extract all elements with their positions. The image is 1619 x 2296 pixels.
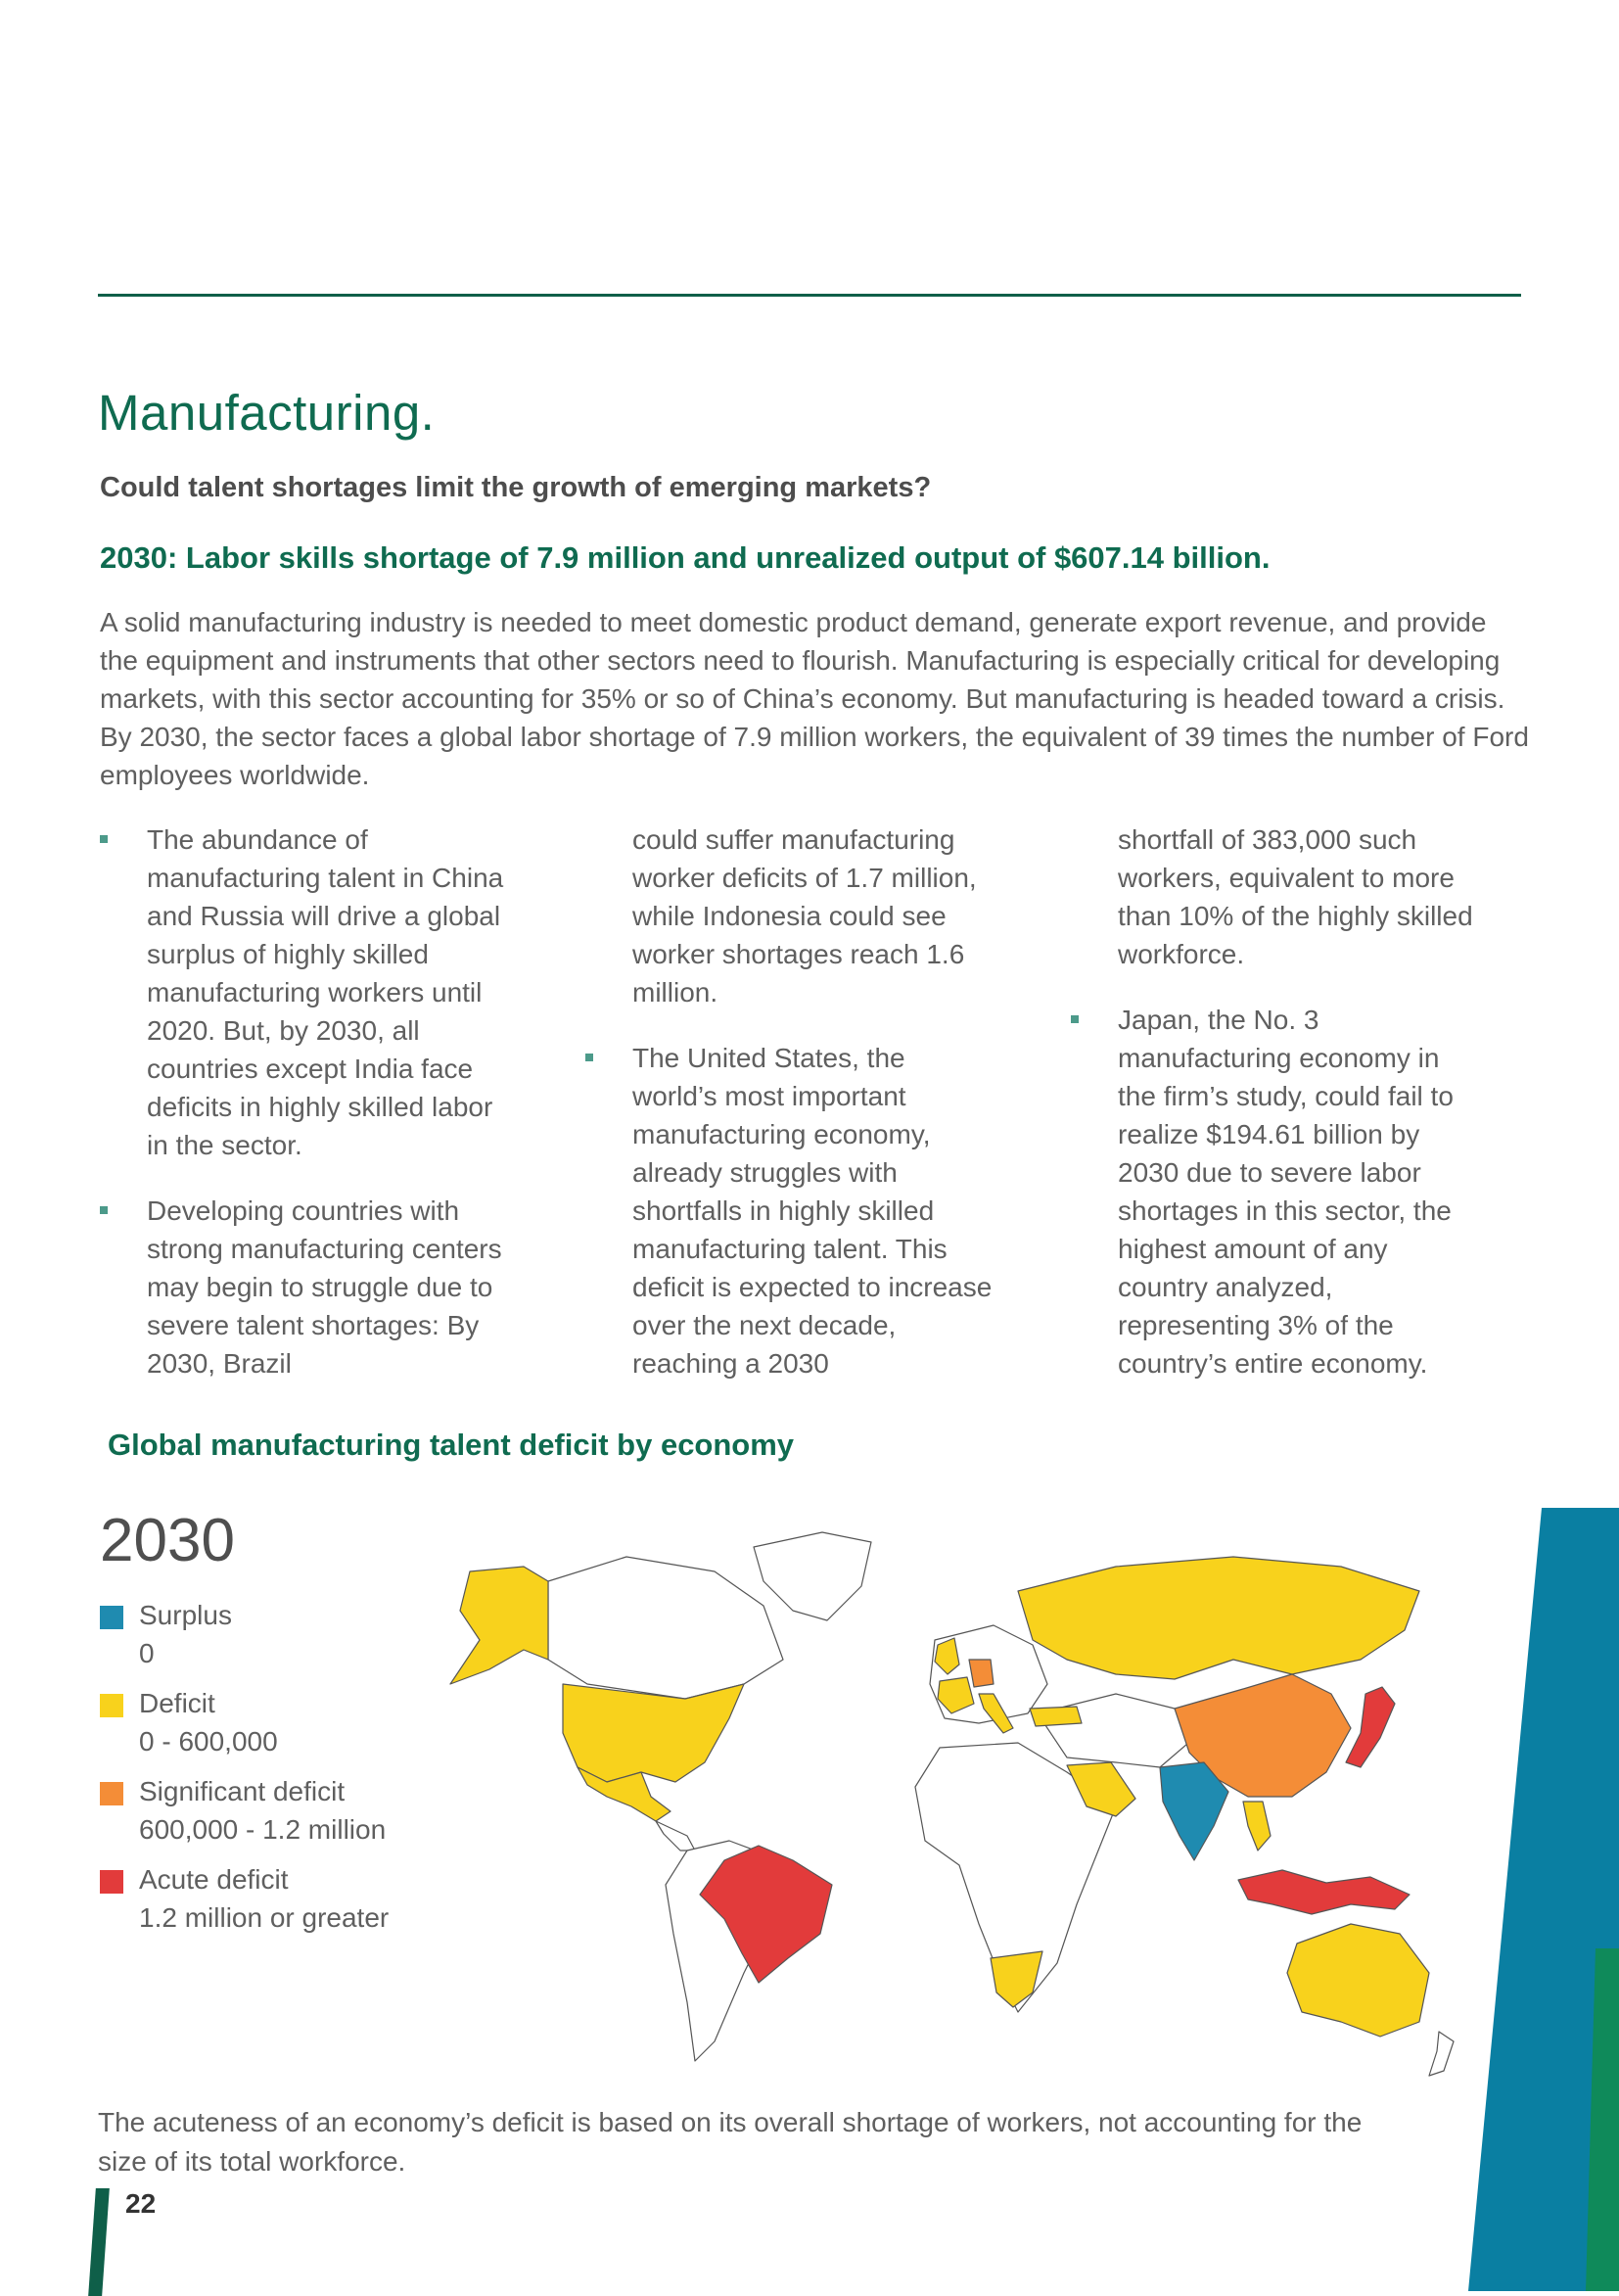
country-indonesia bbox=[1238, 1870, 1410, 1914]
legend-label: Deficit bbox=[139, 1688, 215, 1718]
country-canada bbox=[548, 1557, 783, 1699]
legend-label: Acute deficit bbox=[139, 1864, 289, 1895]
legend-label: Surplus bbox=[139, 1600, 232, 1630]
legend-range: 0 bbox=[139, 1638, 155, 1668]
headline: 2030: Labor skills shortage of 7.9 million and unrealized output of $607.14 billion. bbox=[100, 540, 1271, 575]
map-year: 2030 bbox=[100, 1507, 235, 1574]
map-caption: The acuteness of an economy’s deficit is based on its overall shortage of workers, not accounting for the size of its total workforce. bbox=[98, 2107, 1363, 2177]
country-thailand bbox=[1243, 1802, 1271, 1851]
header-rule bbox=[98, 294, 1521, 297]
legend-label: Significant deficit bbox=[139, 1776, 346, 1806]
bullet-text: The United States, the world’s most important manufacturing economy, already struggles with shortfalls in highly skilled manufacturing talent. This deficit is expected to increase over the next decade, reaching a 2030 bbox=[632, 1043, 993, 1379]
legend-item-surplus bbox=[100, 1596, 389, 1672]
page-number-bar bbox=[88, 2188, 110, 2296]
legend-swatch bbox=[100, 1694, 123, 1717]
bullet-item bbox=[100, 820, 511, 1164]
bullet-item bbox=[100, 1192, 511, 1382]
country-australia bbox=[1287, 1924, 1429, 2037]
map-legend bbox=[100, 1596, 389, 1948]
legend-swatch bbox=[100, 1606, 123, 1629]
intro-paragraph: A solid manufacturing industry is needed to meet domestic product demand, generate export revenue, and provide the equipment and instruments that other sectors need to flourish. Manufacturing is especially critical for developing markets, with this sector accounting for 35% or so of China’s economy. But manufacturing is headed toward a crisis. By 2030, the sector faces a global labor shortage of 7.9 million workers, the equivalent of 39 times the number of Ford employees worldwide. bbox=[100, 607, 1529, 790]
page-number: 22 bbox=[125, 2188, 157, 2219]
country-turkey bbox=[1030, 1707, 1082, 1726]
paragraph-text: shortfall of 383,000 such workers, equivalent to more than 10% of the highly skilled workforce. bbox=[1118, 824, 1473, 969]
legend-swatch bbox=[100, 1870, 123, 1894]
text-column-3 bbox=[1071, 820, 1482, 1410]
section-title: Manufacturing. bbox=[98, 385, 436, 441]
bullet-square-icon bbox=[100, 835, 108, 843]
legend-item-acute-deficit bbox=[100, 1860, 389, 1937]
legend-range: 1.2 million or greater bbox=[139, 1902, 390, 1933]
world-map bbox=[431, 1513, 1468, 2100]
country-central-america bbox=[656, 1821, 695, 1851]
legend-item-deficit bbox=[100, 1684, 389, 1760]
country-russia bbox=[1018, 1557, 1419, 1679]
section-question: Could talent shortages limit the growth of emerging markets? bbox=[100, 472, 932, 503]
legend-range: 0 - 600,000 bbox=[139, 1726, 278, 1757]
bullet-item bbox=[585, 1039, 996, 1382]
continued-text bbox=[1071, 820, 1482, 973]
text-column-2 bbox=[585, 820, 996, 1410]
country-alaska bbox=[450, 1567, 548, 1684]
legend-swatch bbox=[100, 1782, 123, 1805]
paragraph-text: could suffer manufacturing worker deficits of 1.7 million, while Indonesia could see worker shortages reach 1.6 million. bbox=[632, 824, 977, 1007]
text-column-1 bbox=[100, 820, 511, 1410]
country-south-africa bbox=[991, 1951, 1042, 2007]
continued-text bbox=[585, 820, 996, 1011]
country-united-states bbox=[563, 1684, 744, 1782]
country-central-asia bbox=[1038, 1694, 1194, 1767]
legend-range: 600,000 - 1.2 million bbox=[139, 1814, 387, 1845]
bullet-square-icon bbox=[100, 1206, 108, 1214]
country-japan bbox=[1346, 1687, 1395, 1767]
bullet-square-icon bbox=[585, 1054, 593, 1061]
bullet-item bbox=[1071, 1001, 1482, 1382]
bullet-text: The abundance of manufacturing talent in China and Russia will drive a global surplus of highly skilled manufacturing workers until 2020. But, by 2030, all countries except India face deficits in highly skilled labor in the sector. bbox=[147, 824, 504, 1160]
bullet-text: Developing countries with strong manufacturing centers may begin to struggle due to severe talent shortages: By 2030, Brazil bbox=[147, 1195, 502, 1379]
country-germany bbox=[969, 1660, 994, 1687]
bullet-text: Japan, the No. 3 manufacturing economy in the firm’s study, could fail to realize $194.61 billion by 2030 due to severe labor shortages in this sector, the highest amount of any country analyzed, representing 3% of the country’s entire economy. bbox=[1118, 1005, 1454, 1379]
bullet-square-icon bbox=[1071, 1015, 1079, 1023]
legend-item-significant-deficit bbox=[100, 1772, 389, 1849]
country-greenland bbox=[754, 1532, 871, 1620]
decorative-corner-shape bbox=[1449, 1508, 1619, 2291]
map-title: Global manufacturing talent deficit by economy bbox=[108, 1428, 795, 1462]
